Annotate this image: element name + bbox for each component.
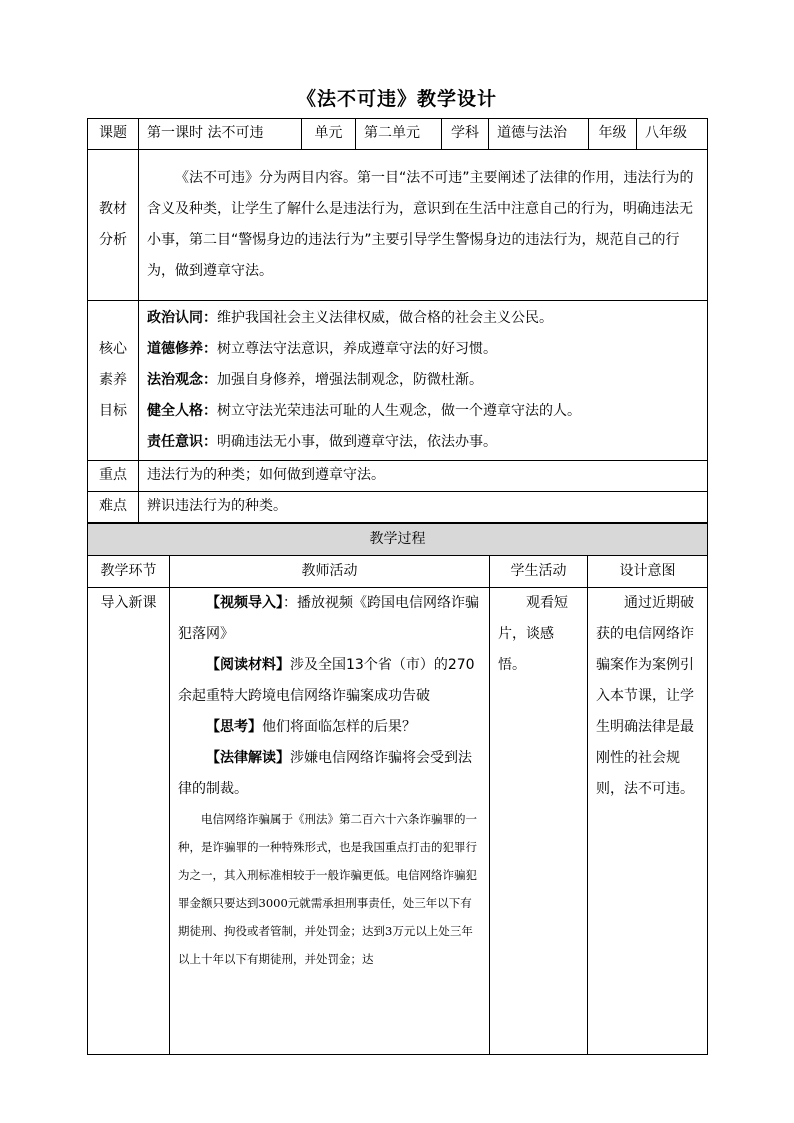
key-point-row: [88, 461, 708, 492]
document-title: 《法不可违》教学设计: [296, 88, 497, 110]
grade-label: 年级: [589, 119, 637, 150]
goal-item: 法治观念：加强自身修养，增强法制观念，防微杜渐。: [147, 372, 483, 388]
teacher-item: 【思考】他们将面临怎样的后果？: [206, 719, 416, 735]
unit-label: 单元: [302, 119, 356, 150]
process-header-row: [88, 556, 708, 588]
lesson-label: 课题: [88, 119, 139, 150]
header-stage: 教学环节: [88, 556, 170, 588]
key-point-text: 违法行为的种类；如何做到遵章守法。: [139, 461, 708, 492]
lesson-info-table: [87, 118, 708, 523]
teacher-item: 【法律解读】涉嫌电信网络诈骗将会受到法律的制裁。: [178, 750, 472, 797]
teacher-item: 【视频导入】：播放视频《跨国电信网络诈骗犯落网》: [178, 595, 479, 642]
stage-cell: 导入新课: [88, 588, 170, 1055]
goal-item: 责任意识：明确违法无小事，做到遵章守法，依法办事。: [147, 434, 497, 450]
key-point-label: 重点: [88, 461, 139, 492]
lesson-value: 第一课时 法不可违: [139, 119, 302, 150]
analysis-text: 《法不可违》分为两目内容。第一目“法不可违”主要阐述了法律的作用，违法行为的含义及种类，让学生了解什么是违法行为，意识到在生活中注意自己的行为，明确违法无小事，第二目“警惕身边的违法行为”主要引导学生警惕身边的违法行为，规范自己的行为，做到遵章守法。: [139, 150, 708, 301]
student-activity: 观看短片，谈感悟。: [490, 588, 588, 1055]
unit-value: 第二单元: [356, 119, 442, 150]
header-row: [88, 119, 708, 150]
goals-row: [88, 301, 708, 461]
law-excerpt: 电信网络诈骗属于《刑法》第二百六十六条诈骗罪的一种，是诈骗罪的一种特殊形式，也是我国重点打击的犯罪行为之一，其入刑标准相较于一般诈骗更低。电信网络诈骗犯罪金额只要达到3000元就需承担刑事责任，处三年以下有期徒刑、拘役或者管制，并处罚金；达到3万元以上处三年以上十年以下有期徒刑，并处罚金；达: [178, 812, 477, 966]
analysis-label: 教材 分析: [88, 150, 139, 301]
goals-label: 核心 素养 目标: [88, 301, 139, 461]
goal-item: 道德修养：树立尊法守法意识，养成遵章守法的好习惯。: [147, 341, 497, 357]
subject-value: 道德与法治: [489, 119, 589, 150]
teacher-item: 【阅读材料】涉及全国13个省（市）的270余起重特大跨境电信网络诈骗案成功告破: [178, 657, 475, 704]
goal-item: 健全人格：树立守法光荣违法可耻的人生观念，做一个遵章守法的人。: [147, 403, 581, 419]
design-intent: 通过近期破获的电信网络诈骗案作为案例引入本节课，让学生明确法律是最刚性的社会规则，法不可违。: [588, 588, 708, 1055]
difficulty-row: [88, 492, 708, 523]
goals-list: [139, 301, 708, 461]
difficulty-label: 难点: [88, 492, 139, 523]
process-title: 教学过程: [88, 524, 708, 556]
teaching-process-table: [87, 523, 708, 1055]
analysis-row: [88, 150, 708, 301]
subject-label: 学科: [442, 119, 489, 150]
goal-item: 政治认同：维护我国社会主义法律权威，做合格的社会主义公民。: [147, 310, 553, 326]
difficulty-text: 辨识违法行为的种类。: [139, 492, 708, 523]
header-teacher: 教师活动: [170, 556, 490, 588]
process-row: [88, 588, 708, 1055]
teacher-activity: [170, 588, 490, 1055]
header-student: 学生活动: [490, 556, 588, 588]
grade-value: 八年级: [637, 119, 708, 150]
header-intent: 设计意图: [588, 556, 708, 588]
